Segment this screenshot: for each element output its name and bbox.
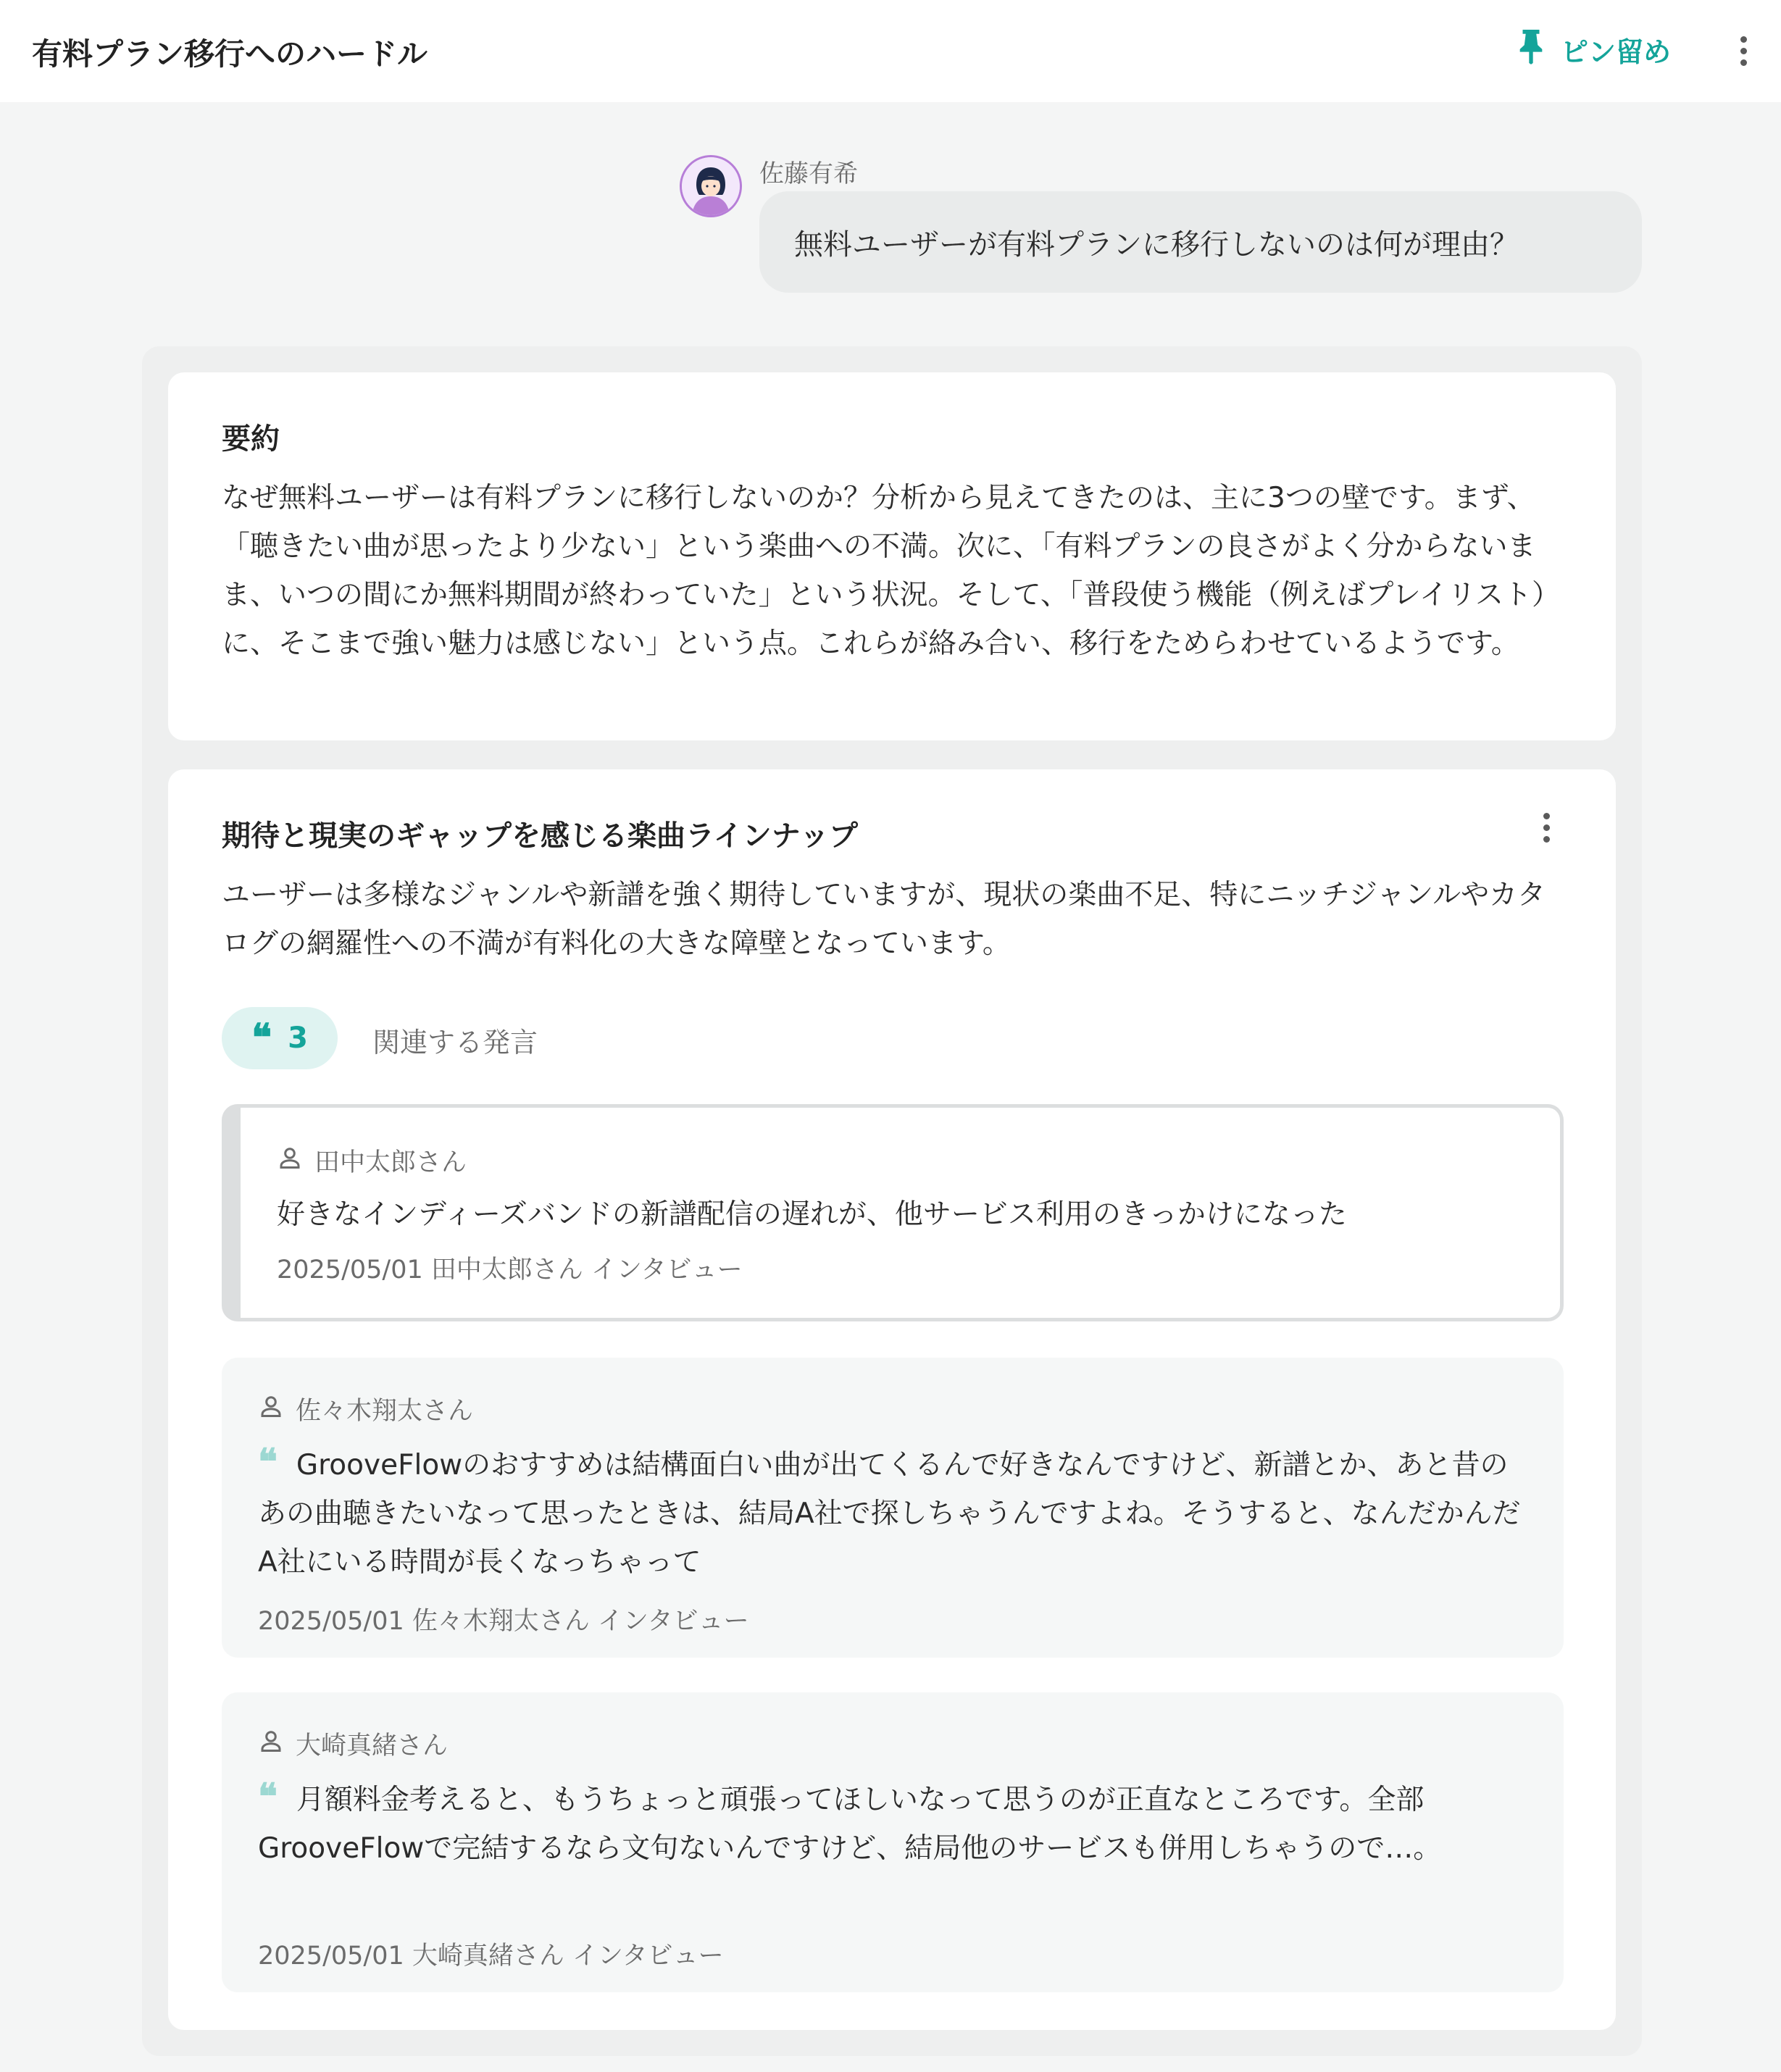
more-vertical-icon[interactable] — [1729, 29, 1758, 72]
person-icon — [277, 1145, 303, 1177]
quote-icon: ❝ — [258, 1440, 275, 1483]
utterance-source: 2025/05/01 田中太郎さん インタビュー — [277, 1256, 743, 1284]
utterance-text — [258, 1772, 1535, 1873]
theme-card — [168, 769, 1616, 2030]
speaker-name: 大崎真緒さん — [296, 1731, 449, 1760]
utterance-card[interactable] — [222, 1692, 1564, 1992]
header-bar — [0, 0, 1781, 102]
summary-text: なぜ無料ユーザーは有料プランに移行しないのか？分析から見えてきたのは、主に3つの壁です。まず、「聴きたい曲が思ったより少ない」という楽曲への不満。次に、「有料プランの良さがよく分からないまま、いつの間にか無料期間が終わっていた」という状況。そして、「普段使う機能（例えばプレイリスト）に、そこまで強い魅力は感じない」という点。これらが絡み合い、移行をためらわせているようです。 — [222, 482, 1561, 660]
utterance-card[interactable] — [222, 1104, 1564, 1321]
quote-count-badge[interactable] — [222, 1007, 338, 1069]
pin-label: ピン留め — [1561, 35, 1672, 68]
quote-label: 関連する発言 — [372, 1027, 538, 1058]
utterance-card[interactable] — [222, 1358, 1564, 1658]
speaker — [258, 1391, 473, 1427]
summary-title: 要約 — [222, 422, 280, 456]
quote-icon: ❝ — [251, 1016, 272, 1060]
speaker — [277, 1142, 467, 1179]
user-message-text: 無料ユーザーが有料プランに移行しないのは何が理由？ — [794, 227, 1519, 262]
summary-card — [168, 372, 1616, 740]
page-title: 有料プラン移行へのハードル — [32, 36, 428, 72]
speaker-name: 佐々木翔太さん — [296, 1397, 474, 1426]
user-name: 佐藤有希 — [759, 159, 858, 188]
utterance-source: 2025/05/01 大崎真緒さん インタビュー — [258, 1942, 724, 1971]
user-message-bubble — [759, 191, 1642, 293]
person-icon — [258, 1728, 284, 1760]
person-icon — [258, 1393, 284, 1426]
quote-count: 3 — [288, 1022, 308, 1055]
avatar — [680, 155, 742, 217]
pin-icon — [1514, 28, 1548, 71]
utterance-text: 好きなインディーズバンドの新譜配信の遅れが、他サービス利用のきっかけになった — [277, 1198, 1347, 1231]
speaker-name: 田中太郎さん — [314, 1148, 467, 1177]
pin-button[interactable] — [1514, 26, 1671, 72]
speaker — [258, 1726, 448, 1762]
utterance-text — [258, 1437, 1535, 1587]
quote-icon: ❝ — [258, 1775, 275, 1818]
theme-description: ユーザーは多様なジャンルや新譜を強く期待していますが、現状の楽曲不足、特にニッチジャンルやカタログの網羅性への不満が有料化の大きな障壁となっています。 — [222, 879, 1546, 960]
utterance-quote: 月額料金考えると、もうちょっと頑張ってほしいなって思うのが正直なところです。全部GrooveFlowで完結するなら文句ないんですけど、結局他のサービスも併用しちゃうので…。 — [258, 1784, 1442, 1865]
theme-title: 期待と現実のギャップを感じる楽曲ラインナップ — [222, 819, 858, 853]
utterance-quote: GrooveFlowのおすすめは結構面白い曲が出てくるんで好きなんですけど、新譜とか、あと昔のあの曲聴きたいなって思ったときは、結局A社で探しちゃうんですよね。そうすると、なんだかんだA社にいる時間が長くなっちゃって — [258, 1449, 1521, 1579]
utterance-source: 2025/05/01 佐々木翔太さん インタビュー — [258, 1607, 749, 1636]
answer-panel — [142, 346, 1642, 2056]
more-vertical-icon[interactable] — [1532, 806, 1561, 849]
